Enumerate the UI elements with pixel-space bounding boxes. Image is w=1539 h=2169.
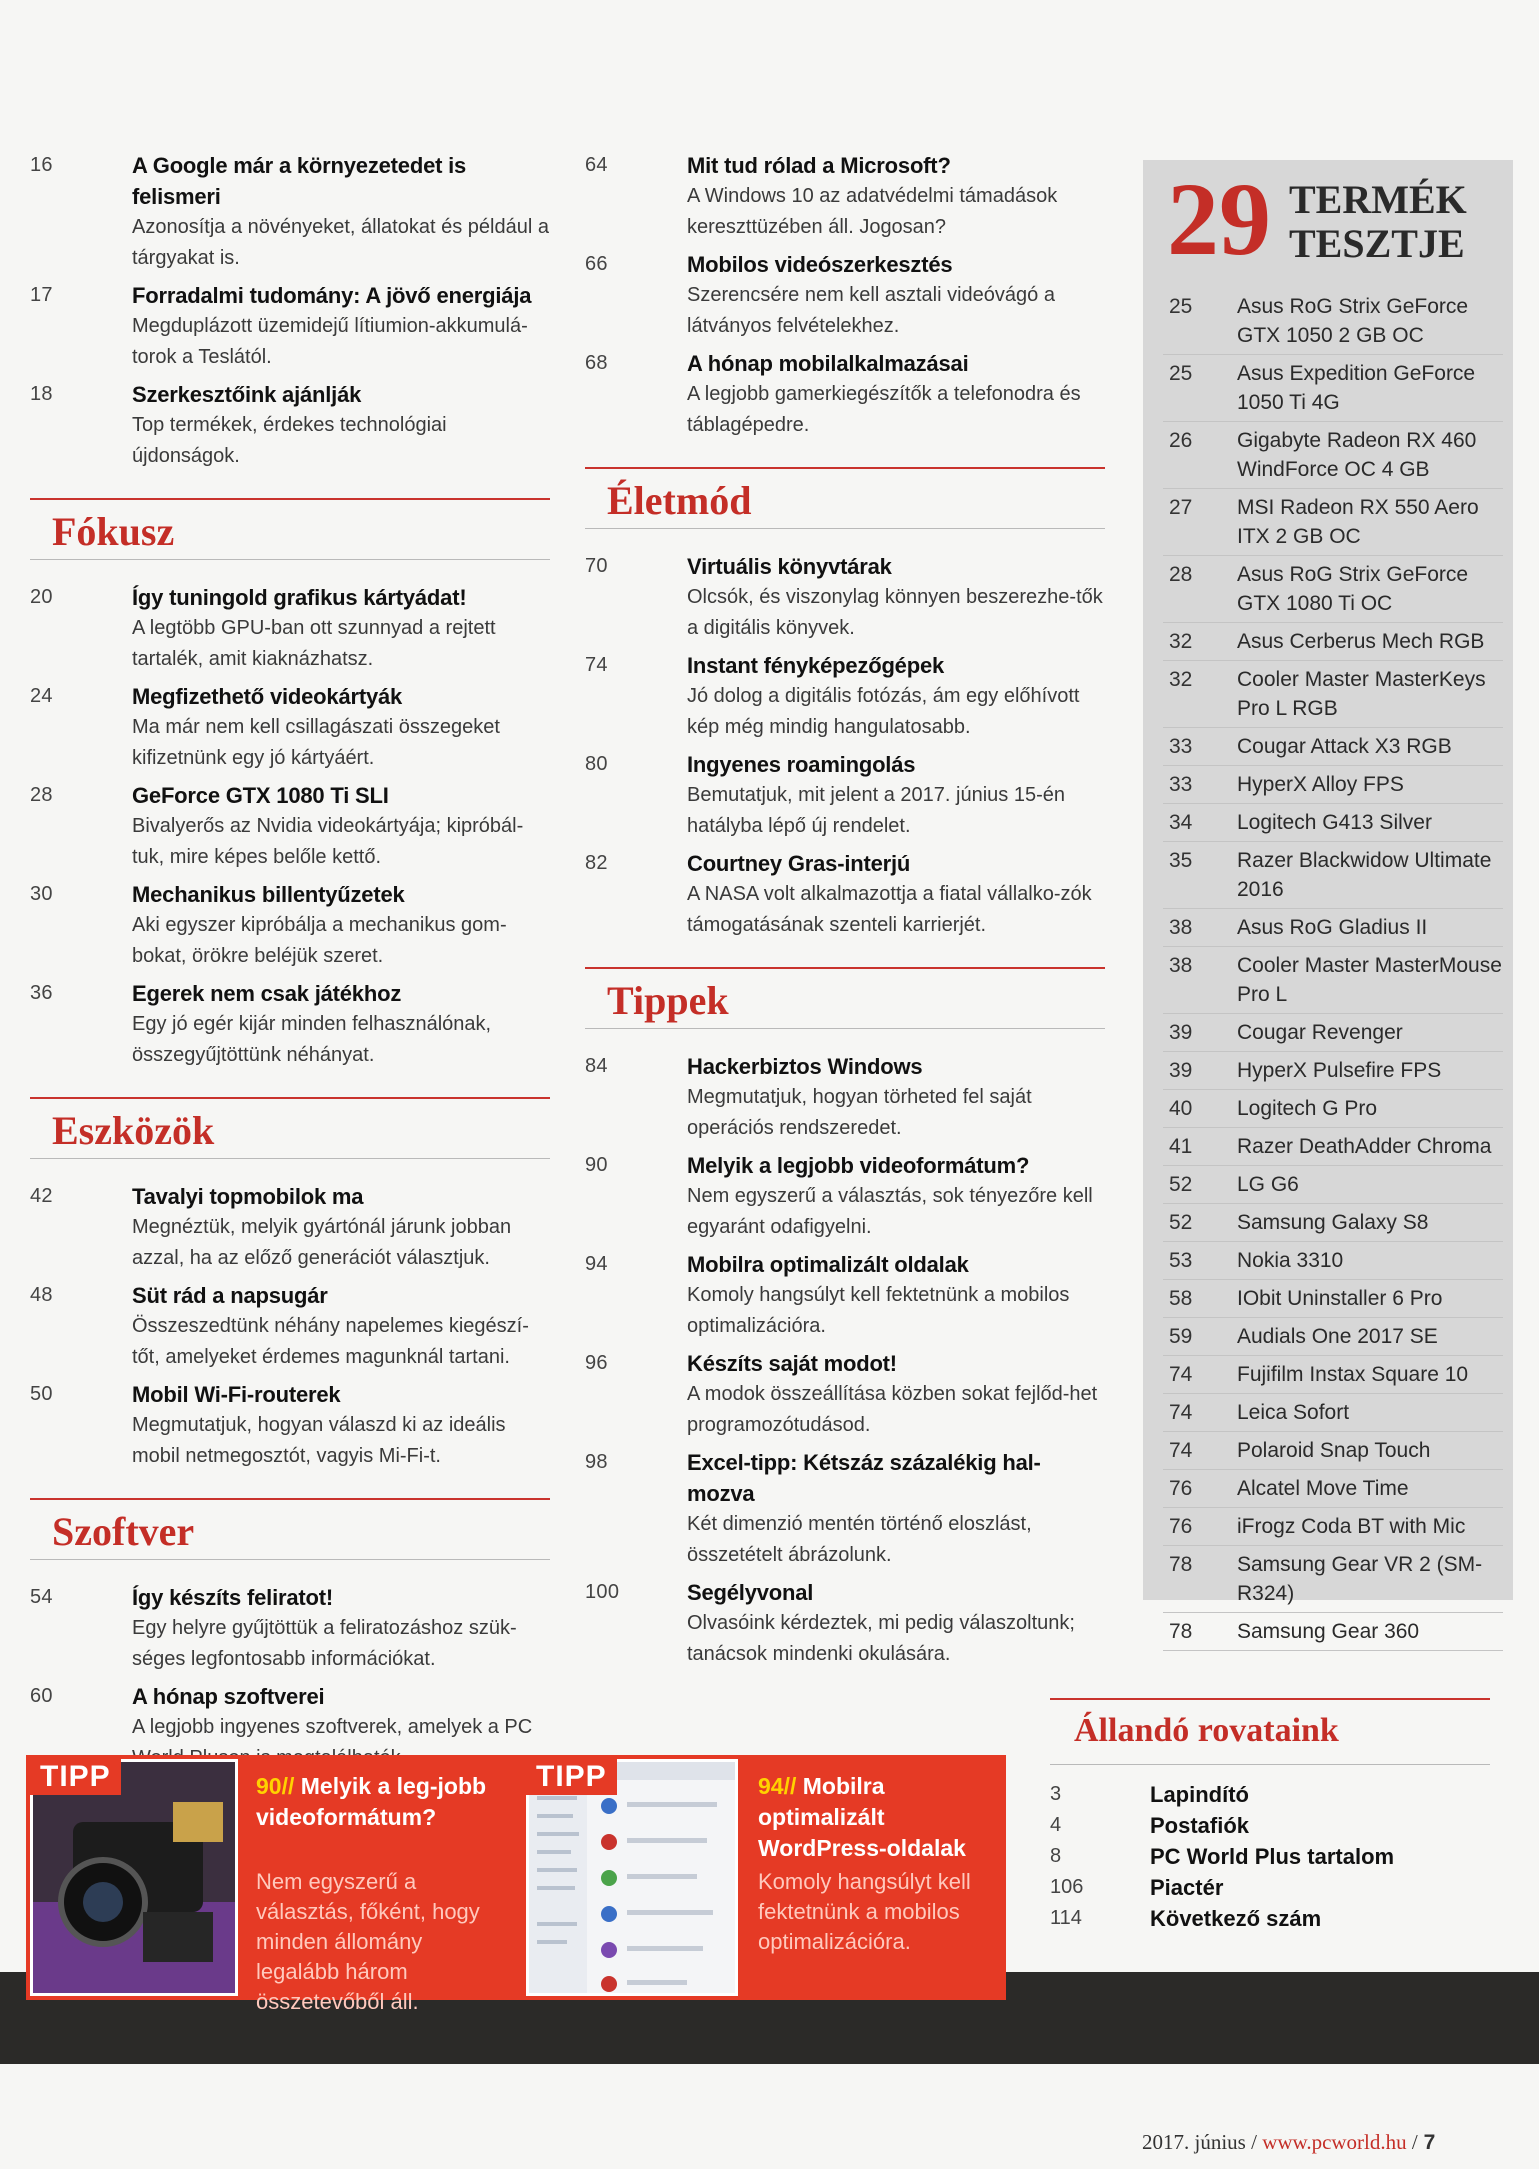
entry-title: Megfizethető videokártyák — [132, 684, 403, 709]
toc-entry[interactable] — [30, 978, 550, 1071]
entry-page-number: 20 — [30, 586, 53, 608]
item-page-number: 26 — [1169, 429, 1193, 452]
szoftver-entries — [30, 1582, 550, 1774]
item-page-number: 53 — [1169, 1249, 1193, 1272]
toc-entry[interactable] — [585, 749, 1105, 842]
entry-description: Összeszedtünk néhány napelemes kiegészí-tőt, amelyeket érdemes magunknál tartani. — [132, 1315, 529, 1368]
item-name: Leica Sofort — [1237, 1401, 1350, 1424]
item-name: Cougar Revenger — [1237, 1021, 1403, 1044]
section-fokusz — [30, 498, 550, 560]
item-page-number: 25 — [1169, 362, 1193, 385]
item-name: iFrogz Coda BT with Mic — [1237, 1515, 1466, 1538]
entry-description: Megduplázott üzemidejű lítiumion-akkumulá-torok a Teslától. — [132, 315, 528, 368]
tip-title-text: Melyik a leg-jobb videoformátum? — [256, 1773, 487, 1830]
tested-product[interactable] — [1163, 909, 1503, 947]
entry-description: Két dimenzió mentén történő eloszlást, összetételt ábrázolunk. — [687, 1513, 1032, 1566]
regular-section-item[interactable] — [1050, 1810, 1490, 1841]
item-page-number: 33 — [1169, 735, 1193, 758]
item-name: Asus Expedition GeForce 1050 Ti 4G — [1237, 362, 1476, 414]
tested-product[interactable] — [1163, 661, 1503, 728]
tests-list — [1163, 288, 1503, 1651]
item-name: HyperX Pulsefire FPS — [1237, 1059, 1442, 1082]
item-page-number: 38 — [1169, 916, 1193, 939]
entry-title: Szerkesztőink ajánlják — [132, 382, 362, 407]
item-name: Samsung Galaxy S8 — [1237, 1211, 1429, 1234]
entry-title: Courtney Gras-interjú — [687, 851, 911, 876]
tip-description: Nem egyszerű a választás, főként, hogy minden állomány legalább három összetevőből áll. — [256, 1869, 480, 2014]
section-szoftver — [30, 1498, 550, 1560]
item-name: Cooler Master MasterKeys Pro L RGB — [1237, 668, 1486, 720]
tips-box — [26, 1755, 1006, 2014]
tested-product[interactable] — [1163, 947, 1503, 1014]
item-page-number: 74 — [1169, 1363, 1193, 1386]
item-page-number: 4 — [1050, 1814, 1062, 1836]
toc-entry[interactable] — [30, 1280, 550, 1373]
tested-product[interactable] — [1163, 1242, 1503, 1280]
item-page-number: 32 — [1169, 630, 1193, 653]
item-name: Audials One 2017 SE — [1237, 1325, 1438, 1348]
item-page-number: 39 — [1169, 1059, 1193, 1082]
entry-title: Melyik a legjobb videoformátum? — [687, 1153, 1030, 1178]
toc-entry[interactable] — [30, 1181, 550, 1274]
entry-title: Forradalmi tudomány: A jövő energiája — [132, 283, 532, 308]
item-name: Asus RoG Gladius II — [1237, 916, 1428, 939]
eletmod-entries — [585, 551, 1105, 941]
item-page-number: 74 — [1169, 1439, 1193, 1462]
entry-description: Olcsók, és viszonylag könnyen beszerezhe-tők a digitális könyvek. — [687, 586, 1103, 639]
tip-title — [256, 1771, 496, 1833]
item-page-number: 52 — [1169, 1173, 1193, 1196]
item-name: Lapindító — [1150, 1782, 1249, 1807]
item-name: Postafiók — [1150, 1813, 1250, 1838]
entry-title: Virtuális könyvtárak — [687, 554, 892, 579]
entry-title: Így tuningold grafikus kártyádat! — [132, 585, 467, 610]
item-page-number: 38 — [1169, 954, 1193, 977]
entry-title: A hónap mobilalkalmazásai — [687, 351, 969, 376]
tippek-entries — [585, 1051, 1105, 1670]
entry-page-number: 54 — [30, 1586, 53, 1608]
entry-title: Készíts saját modot! — [687, 1351, 897, 1376]
entry-description: Bivalyerős az Nvidia videokártyája; kipróbál-tuk, mire képes belőle kettő. — [132, 815, 524, 868]
item-page-number: 28 — [1169, 563, 1193, 586]
entry-title: Excel-tipp: Kétszáz százalékig hal-mozva — [687, 1450, 1041, 1506]
tested-product[interactable] — [1163, 355, 1503, 422]
item-page-number: 78 — [1169, 1553, 1193, 1576]
entry-title: Mobilra optimalizált oldalak — [687, 1252, 969, 1277]
tip-page-number: 90// — [256, 1773, 295, 1799]
item-page-number: 76 — [1169, 1477, 1193, 1500]
section-eszkozok — [30, 1097, 550, 1159]
item-name: Samsung Gear VR 2 (SM-R324) — [1237, 1553, 1483, 1605]
item-page-number: 8 — [1050, 1845, 1062, 1867]
item-page-number: 114 — [1050, 1907, 1082, 1929]
toc-entry[interactable] — [30, 879, 550, 972]
eszkozok-entries — [30, 1181, 550, 1472]
regular-sections-list — [1050, 1779, 1490, 1934]
tested-product[interactable] — [1163, 1052, 1503, 1090]
entry-page-number: 80 — [585, 753, 608, 775]
item-name: Következő szám — [1150, 1906, 1322, 1931]
item-page-number: 33 — [1169, 773, 1193, 796]
regular-sections — [1050, 1698, 1490, 1934]
tip-card-1[interactable] — [30, 1759, 520, 2014]
tested-product[interactable] — [1163, 1090, 1503, 1128]
entry-title: Süt rád a napsugár — [132, 1283, 328, 1308]
regular-section-item[interactable] — [1050, 1841, 1490, 1872]
toc-entry[interactable] — [585, 1249, 1105, 1342]
tested-product[interactable] — [1163, 1204, 1503, 1242]
entry-page-number: 84 — [585, 1055, 608, 1077]
section-heading: Szoftver — [52, 1509, 195, 1554]
entry-title: Tavalyi topmobilok ma — [132, 1184, 364, 1209]
item-page-number: 78 — [1169, 1620, 1193, 1643]
entry-title: Mobil Wi-Fi-routerek — [132, 1382, 341, 1407]
item-name: Samsung Gear 360 — [1237, 1620, 1420, 1643]
entry-description: Top termékek, érdekes technológiai újdonságok. — [132, 414, 447, 467]
tested-product[interactable] — [1163, 1128, 1503, 1166]
item-name: MSI Radeon RX 550 Aero ITX 2 GB OC — [1237, 496, 1479, 548]
entry-page-number: 100 — [585, 1581, 620, 1603]
entry-description: A legtöbb GPU-ban ott szunnyad a rejtett tartalék, amit kiaknázhatsz. — [132, 617, 496, 670]
entry-title: Instant fényképezőgépek — [687, 653, 945, 678]
page-number: 7 — [1417, 2131, 1436, 2154]
entry-page-number: 82 — [585, 852, 608, 874]
tested-product[interactable] — [1163, 422, 1503, 489]
entry-title: A Google már a környezetedet is felismeri — [132, 153, 467, 209]
toc-entry[interactable] — [585, 1447, 1105, 1571]
item-name: Asus RoG Strix GeForce GTX 1080 Ti OC — [1237, 563, 1469, 615]
item-page-number: 41 — [1169, 1135, 1193, 1158]
regular-section-item[interactable] — [1050, 1903, 1490, 1934]
website-link[interactable]: www.pcworld.hu — [1256, 2130, 1407, 2154]
item-name: IObit Uninstaller 6 Pro — [1237, 1287, 1443, 1310]
entry-description: A modok összeállítása közben sokat fejlőd-het programozótudásod. — [687, 1383, 1098, 1436]
entry-title: Mobilos videószerkesztés — [687, 252, 953, 277]
entry-page-number: 74 — [585, 654, 608, 676]
entry-page-number: 94 — [585, 1253, 608, 1275]
entry-page-number: 42 — [30, 1185, 53, 1207]
item-name: Cougar Attack X3 RGB — [1237, 735, 1452, 758]
tested-product[interactable] — [1163, 766, 1503, 804]
toc-entry[interactable] — [585, 348, 1105, 441]
toc-entry[interactable] — [585, 150, 1105, 243]
item-page-number: 40 — [1169, 1097, 1193, 1120]
toc-entry[interactable] — [30, 379, 550, 472]
item-page-number: 59 — [1169, 1325, 1193, 1348]
item-page-number: 25 — [1169, 295, 1193, 318]
toc-entry[interactable] — [30, 1582, 550, 1675]
item-name: HyperX Alloy FPS — [1237, 773, 1404, 796]
entry-page-number: 48 — [30, 1284, 53, 1306]
entry-description: A legjobb gamerkiegészítők a telefonodra és táblagépedre. — [687, 383, 1081, 436]
tested-product[interactable] — [1163, 1546, 1503, 1613]
tip-label: TIPP — [30, 1759, 121, 1795]
item-name: Piactér — [1150, 1875, 1224, 1900]
fokusz-entries — [30, 582, 550, 1071]
tested-product[interactable] — [1163, 1166, 1503, 1204]
toc-entry[interactable] — [585, 1577, 1105, 1670]
entry-page-number: 60 — [30, 1685, 53, 1707]
entry-description: Olvasóink kérdeztek, mi pedig válaszoltunk; tanácsok mindenki okulására. — [687, 1612, 1075, 1665]
toc-column-2 — [585, 150, 1105, 1676]
tested-product[interactable] — [1163, 489, 1503, 556]
entry-description: Jó dolog a digitális fotózás, ám egy előhívott kép még mindig hangulatosabb. — [687, 685, 1080, 738]
tip-card-2[interactable] — [526, 1759, 1006, 1996]
tested-product[interactable] — [1163, 1280, 1503, 1318]
item-page-number: 39 — [1169, 1021, 1193, 1044]
entry-description: Egy jó egér kijár minden felhasználónak, összegyűjtöttünk néhányat. — [132, 1013, 492, 1066]
entry-page-number: 30 — [30, 883, 53, 905]
item-page-number: 3 — [1050, 1783, 1062, 1805]
entry-page-number: 16 — [30, 154, 53, 176]
footer-separator: / — [1406, 2130, 1418, 2154]
entry-title: Mit tud rólad a Microsoft? — [687, 153, 951, 178]
entry-description: Megmutatjuk, hogyan válaszd ki az ideális mobil netmegosztót, vagyis Mi-Fi-t. — [132, 1414, 506, 1467]
entry-description: Megnéztük, melyik gyártónál járunk jobban azzal, ha az előző generációt választjuk. — [132, 1216, 512, 1269]
regular-sections-heading: Állandó rovataink — [1050, 1698, 1490, 1765]
tip-title-text: Mobilra optimalizált WordPress-oldalak — [758, 1773, 966, 1861]
item-name: Alcatel Move Time — [1237, 1477, 1409, 1500]
tested-product[interactable] — [1163, 804, 1503, 842]
entry-page-number: 28 — [30, 784, 53, 806]
item-name: Cooler Master MasterMouse Pro L — [1237, 954, 1502, 1006]
toc-entry[interactable] — [585, 848, 1105, 941]
item-page-number: 76 — [1169, 1515, 1193, 1538]
section-heading: Eszközök — [52, 1108, 215, 1153]
tip-title — [758, 1771, 998, 1864]
tested-product[interactable] — [1163, 1613, 1503, 1651]
entry-description: Szerencsére nem kell asztali videóvágó a látványos felvételekhez. — [687, 284, 1055, 337]
entry-description: Aki egyszer kipróbálja a mechanikus gom-bokat, örökre beléjük szeret. — [132, 914, 507, 967]
tested-product[interactable] — [1163, 1432, 1503, 1470]
tested-product[interactable] — [1163, 1508, 1503, 1546]
item-name: Asus Cerberus Mech RGB — [1237, 630, 1485, 653]
item-name: LG G6 — [1237, 1173, 1299, 1196]
item-name: Razer DeathAdder Chroma — [1237, 1135, 1492, 1158]
entry-description: Ma már nem kell csillagászati összegeket kifizetnünk egy jó kártyáért. — [132, 716, 500, 769]
entry-page-number: 70 — [585, 555, 608, 577]
entry-title: Mechanikus billentyűzetek — [132, 882, 405, 907]
toc-entry[interactable] — [585, 1348, 1105, 1441]
section-eletmod — [585, 467, 1105, 529]
item-name: Gigabyte Radeon RX 460 WindForce OC 4 GB — [1237, 429, 1477, 481]
tip-label: TIPP — [526, 1759, 617, 1795]
entry-page-number: 64 — [585, 154, 608, 176]
toc-column-1 — [30, 150, 550, 1780]
section-heading: Tippek — [607, 978, 729, 1023]
toc-entry[interactable] — [585, 1051, 1105, 1144]
tested-product[interactable] — [1163, 1394, 1503, 1432]
section-heading: Fókusz — [52, 509, 175, 554]
tested-product[interactable] — [1163, 288, 1503, 355]
intro-entries — [30, 150, 550, 472]
entry-title: Segélyvonal — [687, 1580, 814, 1605]
item-page-number: 58 — [1169, 1287, 1193, 1310]
entry-description: Nem egyszerű a választás, sok tényezőre kell egyaránt odafigyelni. — [687, 1185, 1093, 1238]
tested-product[interactable] — [1163, 842, 1503, 909]
tested-product[interactable] — [1163, 556, 1503, 623]
entry-page-number: 18 — [30, 383, 53, 405]
section-tippek — [585, 967, 1105, 1029]
entry-page-number: 68 — [585, 352, 608, 374]
item-page-number: 52 — [1169, 1211, 1193, 1234]
item-page-number: 106 — [1050, 1876, 1084, 1898]
entry-page-number: 66 — [585, 253, 608, 275]
tested-product[interactable] — [1163, 1318, 1503, 1356]
tested-product[interactable] — [1163, 728, 1503, 766]
entry-title: Így készíts feliratot! — [132, 1585, 333, 1610]
regular-section-item[interactable] — [1050, 1779, 1490, 1810]
entry-description: A NASA volt alkalmazottja a fiatal vállalko-zók támogatásának szenteli karrierjét. — [687, 883, 1092, 936]
tests-title-line1: TERMÉK — [1289, 177, 1467, 222]
toc-entry[interactable] — [30, 582, 550, 675]
entry-description: Azonosítja a növényeket, állatokat és például a tárgyakat is. — [132, 216, 549, 269]
entry-page-number: 24 — [30, 685, 53, 707]
entry-page-number: 50 — [30, 1383, 53, 1405]
item-page-number: 32 — [1169, 668, 1193, 691]
item-name: PC World Plus tartalom — [1150, 1844, 1395, 1869]
item-name: Razer Blackwidow Ultimate 2016 — [1237, 849, 1492, 901]
entry-page-number: 17 — [30, 284, 53, 306]
tip-page-number: 94// — [758, 1773, 797, 1799]
toc-entry[interactable] — [585, 551, 1105, 644]
toc-entry[interactable] — [585, 650, 1105, 743]
entry-description: Komoly hangsúlyt kell fektetnünk a mobilos optimalizációra. — [687, 1284, 1070, 1337]
item-name: Asus RoG Strix GeForce GTX 1050 2 GB OC — [1237, 295, 1469, 347]
tests-title — [1289, 178, 1467, 266]
product-tests-panel — [1143, 160, 1513, 1643]
tested-product[interactable] — [1163, 623, 1503, 661]
entry-description: Bemutatjuk, mit jelent a 2017. június 15-én hatályba lépő új rendelet. — [687, 784, 1065, 837]
tip-description: Komoly hangsúlyt kell fektetnünk a mobilos optimalizációra. — [758, 1869, 971, 1954]
toc-entry[interactable] — [30, 1379, 550, 1472]
regular-section-item[interactable] — [1050, 1872, 1490, 1903]
entry-title: Hackerbiztos Windows — [687, 1054, 923, 1079]
entry-description: A legjobb ingyenes szoftverek, amelyek a PC — [132, 1716, 533, 1738]
entry-title: Ingyenes roamingolás — [687, 752, 916, 777]
toc-entry[interactable] — [30, 150, 550, 274]
tests-title-line2: TESZTJE — [1289, 221, 1465, 266]
tested-product[interactable] — [1163, 1356, 1503, 1394]
page-footer — [1142, 2130, 1435, 2155]
entry-page-number: 98 — [585, 1451, 608, 1473]
item-name: Logitech G413 Silver — [1237, 811, 1432, 834]
entry-page-number: 90 — [585, 1154, 608, 1176]
item-page-number: 27 — [1169, 496, 1193, 519]
toc-entry[interactable] — [585, 249, 1105, 342]
item-name: Polaroid Snap Touch — [1237, 1439, 1431, 1462]
toc-entry[interactable] — [30, 681, 550, 774]
entry-title: Egerek nem csak játékhoz — [132, 981, 402, 1006]
tested-product[interactable] — [1163, 1470, 1503, 1508]
tested-product[interactable] — [1163, 1014, 1503, 1052]
entry-description: Egy helyre gyűjtöttük a feliratozáshoz szük-séges legfontosabb információkat. — [132, 1617, 517, 1670]
section-heading: Életmód — [607, 478, 752, 523]
tests-count: 29 — [1167, 162, 1271, 277]
issue-date: 2017. június / — [1142, 2130, 1257, 2154]
entry-description: Megmutatjuk, hogyan törheted fel saját operációs rendszeredet. — [687, 1086, 1032, 1139]
item-page-number: 34 — [1169, 811, 1193, 834]
item-name: Nokia 3310 — [1237, 1249, 1344, 1272]
entry-page-number: 36 — [30, 982, 53, 1004]
entry-description: A Windows 10 az adatvédelmi támadások kereszttüzében áll. Jogosan? — [687, 185, 1058, 238]
entry-title: A hónap szoftverei — [132, 1684, 325, 1709]
entry-page-number: 96 — [585, 1352, 608, 1374]
toc-entry[interactable] — [30, 780, 550, 873]
toc-entry[interactable] — [30, 280, 550, 373]
intro-entries — [585, 150, 1105, 441]
item-page-number: 74 — [1169, 1401, 1193, 1424]
toc-entry[interactable] — [585, 1150, 1105, 1243]
item-page-number: 35 — [1169, 849, 1193, 872]
entry-title: GeForce GTX 1080 Ti SLI — [132, 783, 389, 808]
item-name: Logitech G Pro — [1237, 1097, 1378, 1120]
item-name: Fujifilm Instax Square 10 — [1237, 1363, 1469, 1386]
